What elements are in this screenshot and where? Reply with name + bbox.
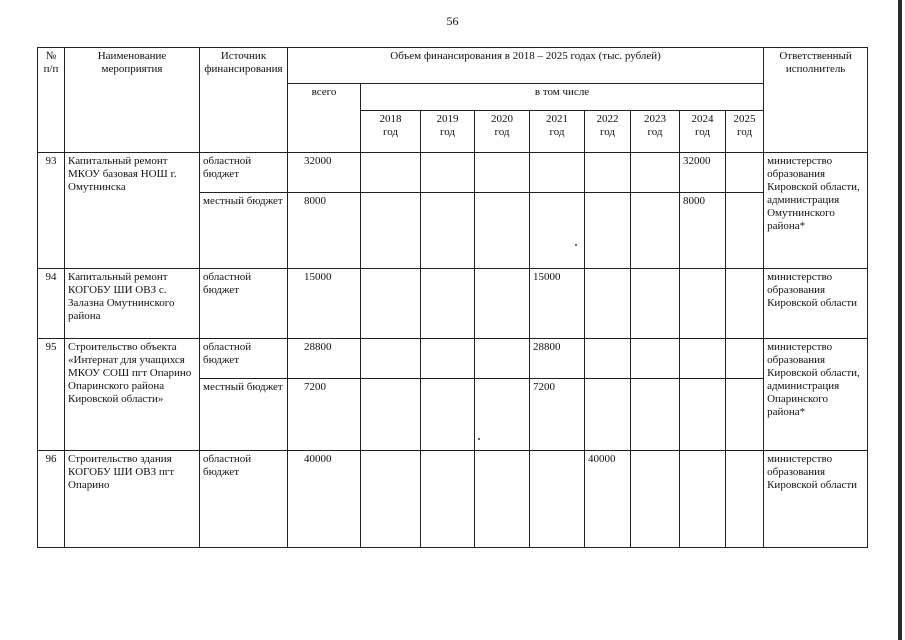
year-value — [680, 379, 726, 451]
year-value — [361, 193, 421, 269]
header-year: 2021 год — [530, 111, 585, 153]
measure-name: Капитальный ремонт МКОУ базовая НОШ г. Омутнинска — [65, 153, 200, 269]
year-value: 32000 — [680, 153, 726, 193]
year-value — [421, 339, 475, 379]
year-value — [530, 451, 585, 548]
funding-source: областной бюджет — [200, 451, 288, 548]
year-value — [475, 339, 530, 379]
year-value — [585, 153, 631, 193]
year-value — [530, 153, 585, 193]
table-row — [38, 339, 868, 379]
header-responsible: Ответственный исполнитель — [764, 48, 868, 153]
row-number: 95 — [38, 339, 65, 451]
year-value — [475, 269, 530, 339]
year-value — [475, 379, 530, 451]
year-value — [631, 451, 680, 548]
year-value — [631, 193, 680, 269]
total-value: 7200 — [288, 379, 361, 451]
year-value — [631, 153, 680, 193]
year-value — [361, 379, 421, 451]
header-including: в том числе — [361, 84, 764, 111]
year-value — [421, 379, 475, 451]
header-year: 2025 год — [726, 111, 764, 153]
funding-source: местный бюджет — [200, 193, 288, 269]
year-value: 40000 — [585, 451, 631, 548]
year-value — [361, 269, 421, 339]
measure-name: Строительство объекта «Интернат для учащихся МКОУ СОШ пгт Опарино Опаринского района Кировской области» — [65, 339, 200, 451]
year-value — [726, 379, 764, 451]
measure-name: Строительство здания КОГОБУ ШИ ОВЗ пгт Опарино — [65, 451, 200, 548]
table-row — [38, 451, 868, 548]
year-value: 8000 — [680, 193, 726, 269]
year-value — [585, 269, 631, 339]
responsible-executor: министерство образования Кировской области, администрация Омутнинского района* — [764, 153, 868, 269]
year-value — [421, 451, 475, 548]
year-value: 7200 — [530, 379, 585, 451]
row-number: 96 — [38, 451, 65, 548]
year-value — [585, 339, 631, 379]
total-value: 15000 — [288, 269, 361, 339]
funding-source: областной бюджет — [200, 339, 288, 379]
year-value: 28800 — [530, 339, 585, 379]
year-value — [726, 451, 764, 548]
header-year: 2019 год — [421, 111, 475, 153]
year-value — [421, 153, 475, 193]
year-value — [361, 451, 421, 548]
table-row — [38, 269, 868, 339]
responsible-executor: министерство образования Кировской области — [764, 269, 868, 339]
year-value — [680, 269, 726, 339]
year-value — [680, 339, 726, 379]
year-value: 15000 — [530, 269, 585, 339]
header-num: № п/п — [38, 48, 65, 153]
header-volume: Объем финансирования в 2018 – 2025 годах (тыс. рублей) — [288, 48, 764, 84]
header-year: 2018 год — [361, 111, 421, 153]
measure-name: Капитальный ремонт КОГОБУ ШИ ОВЗ с. Залазна Омутнинского района — [65, 269, 200, 339]
funding-source: местный бюджет — [200, 379, 288, 451]
year-value — [631, 379, 680, 451]
header-source: Источник финансирования — [200, 48, 288, 153]
funding-source: областной бюджет — [200, 269, 288, 339]
year-value — [726, 339, 764, 379]
responsible-executor: министерство образования Кировской области, администрация Опаринского района* — [764, 339, 868, 451]
financing-table — [37, 47, 868, 548]
year-value — [475, 153, 530, 193]
scan-edge — [898, 0, 902, 640]
year-value — [361, 153, 421, 193]
row-number: 93 — [38, 153, 65, 269]
year-value — [726, 153, 764, 193]
year-value — [726, 269, 764, 339]
year-value — [585, 379, 631, 451]
total-value: 32000 — [288, 153, 361, 193]
total-value: 28800 — [288, 339, 361, 379]
header-year: 2024 год — [680, 111, 726, 153]
funding-source: областной бюджет — [200, 153, 288, 193]
year-value — [475, 193, 530, 269]
header-year: 2023 год — [631, 111, 680, 153]
table-row — [38, 153, 868, 193]
year-value — [631, 269, 680, 339]
total-value: 8000 — [288, 193, 361, 269]
row-number: 94 — [38, 269, 65, 339]
page-number: 56 — [446, 14, 459, 28]
header-year: 2020 год — [475, 111, 530, 153]
year-value — [631, 339, 680, 379]
year-value — [726, 193, 764, 269]
year-value — [421, 269, 475, 339]
year-value — [585, 193, 631, 269]
year-value — [475, 451, 530, 548]
header-year: 2022 год — [585, 111, 631, 153]
year-value — [530, 193, 585, 269]
scan-speck — [575, 244, 577, 246]
responsible-executor: министерство образования Кировской области — [764, 451, 868, 548]
total-value: 40000 — [288, 451, 361, 548]
year-value — [680, 451, 726, 548]
year-value — [361, 339, 421, 379]
header-total: всего — [288, 84, 361, 153]
scan-speck — [478, 438, 480, 440]
year-value — [421, 193, 475, 269]
header-name: Наименование мероприятия — [65, 48, 200, 153]
